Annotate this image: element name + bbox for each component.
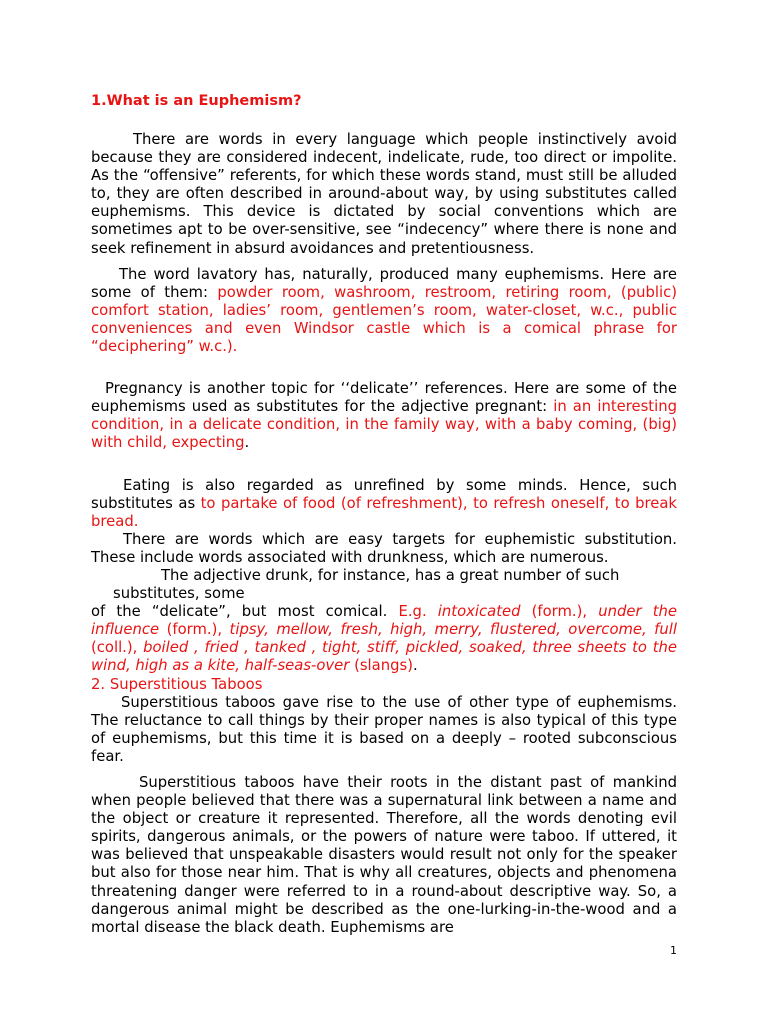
paragraph-intro-text: There are words in every language which people instinctively avoid because they are considered indecent, indelicate, rude, too direct or impolite. As the “offensive” referents, for which these words stand, must still be alluded to, they are often described in around-about way, by using substitutes called euphemisms. This device is dictated by social conventions which are sometimes apt to be over-sensitive, see “indecency” where there is none and seek refinement in absurd avoidances and pretentiousness.	[91, 131, 677, 257]
drunk-line-1: The adjective drunk, for instance, has a great number of such	[161, 566, 620, 584]
pregnancy-tail: .	[244, 434, 250, 452]
drunk-note-c: (coll.),	[91, 639, 144, 657]
eating-lead: Eating is also regarded as unrefined by some minds. Hence, such substitutes as	[91, 476, 677, 512]
drunk-note-a: (form.),	[520, 603, 599, 621]
paragraph-superstitious-1	[91, 694, 677, 766]
paragraph-eating	[91, 477, 677, 531]
drunk-ex-d: boiled , fried , tanked , tight, stiff, pickled, soaked, three sheets to the wind, high as a kite, half-seas-over	[91, 639, 677, 675]
lavatory-examples: powder room, washroom, restroom, retiring room, (public) comfort station, ladies’ room, gentlemen’s room, water-closet, w.c., public conveniences and even Windsor castle which is a comical phrase for “deciphering” w.c.).	[91, 283, 677, 356]
section-heading-1: 1.What is an Euphemism?	[91, 93, 302, 109]
lavatory-lead: The word lavatory has, naturally, produced many euphemisms. Here are some of them:	[91, 265, 677, 301]
superstitious-1-text: Superstitious taboos gave rise to the use of other type of euphemisms. The reluctance to call things by their proper names is also typical of this type of euphemisms, but this time it is based on a deeply – rooted subconscious fear.	[91, 693, 677, 765]
drunk-ex-c: tipsy, mellow, fresh, high, merry, flustered, overcome, full	[229, 621, 677, 639]
paragraph-lavatory	[91, 266, 677, 356]
paragraph-intro	[91, 131, 677, 258]
drunk-end: .	[413, 657, 418, 675]
superstitious-2-text: Superstitious taboos have their roots in the distant past of mankind when people believed that there was a supernatural link between a name and the object or creature it represented. Therefore, all the words denoting evil spirits, dangerous animals, or the powers of nature were taboo. If uttered, it was believed that unspeakable disasters would result not only for the speaker but also for those near him. That is why all creatures, objects and phenomena threatening danger were referred to in a round-about descriptive way. So, a dangerous animal might be described as the one-lurking-in-the-wood and a mortal disease the black death. Euphemisms are	[91, 774, 677, 936]
drunk-lead: of the “delicate”, but most comical.	[91, 603, 399, 621]
drunk-line-2: substitutes, some	[113, 585, 245, 603]
page-number: 1	[670, 944, 677, 957]
drunk-eg: E.g.	[398, 603, 438, 621]
paragraph-pregnancy	[91, 380, 677, 452]
drunk-note-b: (form.),	[159, 621, 230, 639]
paragraph-drunk	[91, 567, 677, 676]
section-heading-2: 2. Superstitious Taboos	[91, 675, 263, 693]
paragraph-drunkness	[91, 531, 677, 567]
pregnancy-lead: Pregnancy is another topic for ‘‘delicate’’ references. Here are some of the euphemisms used as substitutes for the adjective pregnant:	[91, 380, 677, 416]
eating-examples: to partake of food (of refreshment), to refresh oneself, to break bread.	[91, 494, 677, 530]
drunkness-text: There are words which are easy targets for euphemistic substitution. These include words associated with drunkness, which are numerous.	[91, 530, 677, 566]
pregnancy-examples: in an interesting condition, in a delicate condition, in the family way, with a baby coming, (big) with child, expecting	[91, 398, 677, 452]
drunk-note-d: (slangs)	[349, 657, 413, 675]
drunk-ex-a: intoxicated	[437, 603, 521, 621]
drunk-ex-b: under the influence	[91, 603, 678, 639]
paragraph-superstitious-2	[91, 774, 677, 937]
